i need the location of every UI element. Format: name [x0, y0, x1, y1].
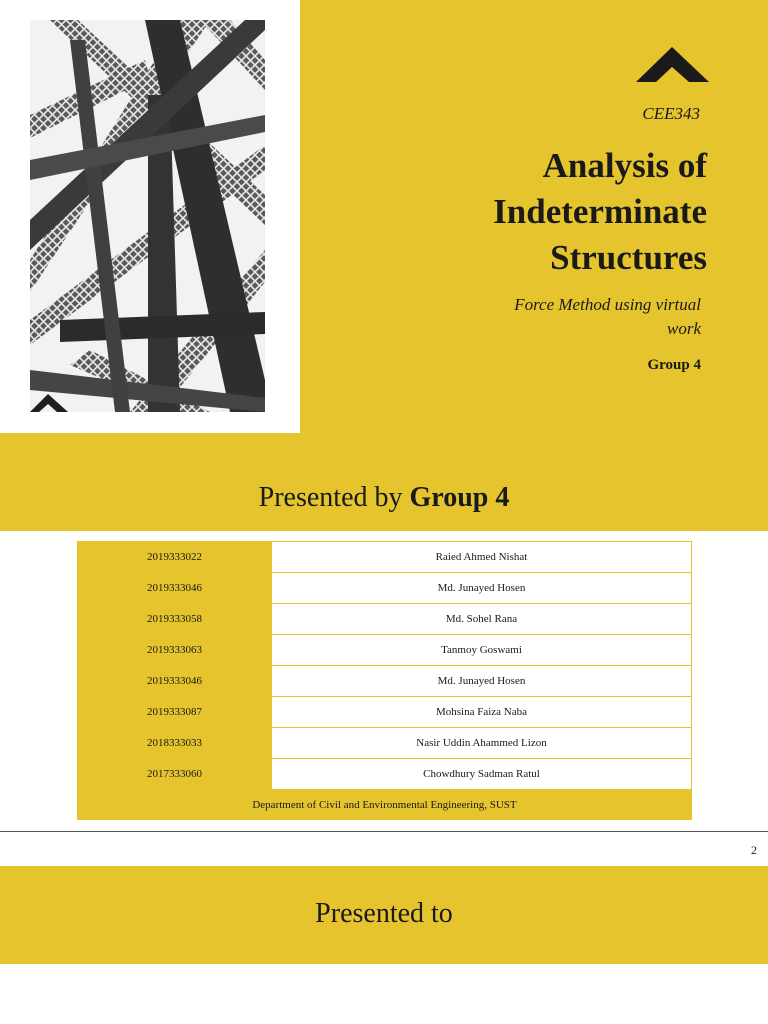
- title-line-1: Analysis of: [542, 146, 707, 185]
- member-row: [78, 573, 692, 604]
- member-name: Mohsina Faiza Naba: [272, 697, 692, 728]
- presented-by-heading: [0, 482, 768, 514]
- member-id: 2019333046: [78, 666, 272, 697]
- members-table-body: [78, 542, 692, 790]
- subtitle-line-1: Force Method using virtual: [514, 295, 701, 314]
- member-name: Raied Ahmed Nishat: [272, 542, 692, 573]
- member-name: Nasir Uddin Ahammed Lizon: [272, 728, 692, 759]
- member-row: [78, 542, 692, 573]
- member-id: 2018333033: [78, 728, 272, 759]
- member-row: [78, 666, 692, 697]
- member-name: Md. Sohel Rana: [272, 604, 692, 635]
- member-name: Chowdhury Sadman Ratul: [272, 759, 692, 790]
- member-id: 2019333022: [78, 542, 272, 573]
- member-id: 2019333046: [78, 573, 272, 604]
- presented-by-group: Group 4: [409, 482, 510, 513]
- title-line-3: Structures: [550, 238, 707, 277]
- photo-frame: [0, 0, 300, 433]
- member-row: [78, 635, 692, 666]
- course-code: CEE343: [642, 104, 700, 123]
- group-label: Group 4: [647, 357, 701, 373]
- member-row: [78, 604, 692, 635]
- subtitle-line-2: work: [667, 319, 701, 338]
- member-row: [78, 728, 692, 759]
- member-name: Md. Junayed Hosen: [272, 666, 692, 697]
- department-name: Department of Civil and Environmental Engineering, SUST: [78, 790, 692, 820]
- chevron-up-icon: [636, 47, 709, 82]
- member-id: 2019333087: [78, 697, 272, 728]
- subtitle: [441, 293, 701, 341]
- member-id: 2017333060: [78, 759, 272, 790]
- member-row: [78, 759, 692, 790]
- member-name: Md. Junayed Hosen: [272, 573, 692, 604]
- presented-by-prefix: Presented by: [258, 482, 403, 513]
- steel-truss-photo: [30, 20, 265, 412]
- member-id: 2019333058: [78, 604, 272, 635]
- presented-to-slide: [0, 866, 768, 964]
- member-name: Tanmoy Goswami: [272, 635, 692, 666]
- department-row: [78, 790, 692, 820]
- title-line-2: Indeterminate: [493, 192, 707, 231]
- presentation-title: [367, 143, 707, 281]
- member-id: 2019333063: [78, 635, 272, 666]
- presented-to-heading: Presented to: [315, 898, 453, 929]
- page-number: 2: [751, 843, 757, 857]
- page-separator: [0, 831, 768, 832]
- members-table: [77, 541, 692, 820]
- member-row: [78, 697, 692, 728]
